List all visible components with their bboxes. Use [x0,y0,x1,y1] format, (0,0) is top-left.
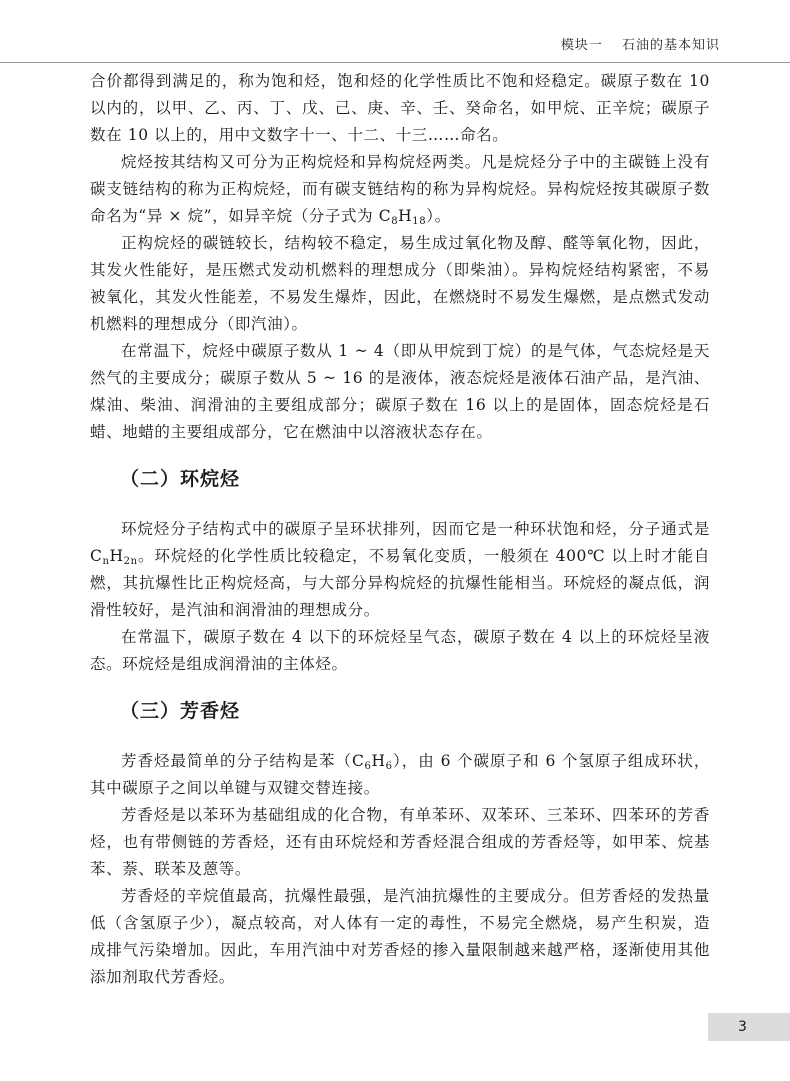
paragraph-benzene [90,748,710,802]
paragraph-alkane-states: 在常温下，烷烃中碳原子数从 1 ~ 4（即从甲烷到丁烷）的是气体，气态烷烃是天然气的主要成分；碳原子数从 5 ~ 16 的是液体，液态烷烃是液体石油产品，是汽油、煤油、柴油、润滑油的主要组成部分；碳原子数在 16 以上的是固体，固态烷烃是石蜡、地蜡的主要组成部分，它在燃油中以溶液状态存在。 [90,342,710,441]
subscript: 8 [391,216,399,227]
paragraph-alkane-combustion: 正构烷烃的碳链较长，结构较不稳定，易生成过氧化物及醇、醛等氧化物，因此，其发火性能好，是压燃式发动机燃料的理想成分（即柴油）。异构烷烃结构紧密，不易被氧化，其发火性能差，不易发生爆炸，因此，在燃烧时不易发生爆燃，是点燃式发动机燃料的理想成分（即汽油）。 [90,234,710,333]
paragraph-cycloalkane-structure [90,516,710,624]
text: 烷烃按其结构又可分为正构烷烃和异构烷烃两类。凡是烷烃分子中的主碳链上没有碳支链结构的称为正构烷烃，而有碳支链结构的称为异构烷烃。异构烷烃按其碳原子数命名为“异 × 烷”，如异辛烷（分子式为 C [90,153,710,225]
text: H [371,752,386,770]
paragraph-saturated-hydrocarbon: 合价都得到满足的，称为饱和烃，饱和烃的化学性质比不饱和烃稳定。碳原子数在 10 以内的，以甲、乙、丙、丁、戊、己、庚、辛、壬、癸命名，如甲烷、正辛烷；碳原子数在 10 以上的，用中文数字十一、十二、十三……命名。 [90,72,710,144]
text: H [398,207,413,225]
header-module: 模块一 [560,38,603,53]
text: 。环烷烃的化学性质比较稳定，不易氧化变质，一般须在 400℃ 以上时才能自燃，其抗爆性比正构烷烃高，与大部分异构烷烃的抗爆性能相当。环烷烃的凝点低，润滑性较好，是汽油和润滑油的理想成分。 [90,547,710,619]
header-title: 石油的基本知识 [621,38,720,53]
section-heading-cycloalkane: （二）环烷烃 [120,468,241,490]
page-body [90,68,710,991]
text: 环烷烃分子结构式中的碳原子呈环状排列，因而它是一种环状饱和烃，分子通式是 C [90,520,710,565]
page-number: 3 [708,1013,790,1041]
text: 芳香烃最简单的分子结构是苯（C [121,752,365,770]
text: ），由 6 个碳原子和 6 个氢原子组成环状，其中碳原子之间以单键与双键交替连接。 [90,752,710,797]
running-header [561,34,720,53]
text: H [109,547,124,565]
subscript: 6 [385,761,393,772]
paragraph-alkane-structure [90,149,710,230]
paragraph-cycloalkane-states: 在常温下，碳原子数在 4 以下的环烷烃呈气态，碳原子数在 4 以上的环烷烃呈液态。环烷烃是组成润滑油的主体烃。 [90,628,710,673]
subscript: n [102,556,110,567]
subscript: 2n [123,556,138,567]
subscript: 6 [364,761,372,772]
paragraph-aromatic-properties: 芳香烃的辛烷值最高，抗爆性最强，是汽油抗爆性的主要成分。但芳香烃的发热量低（含氢原子少），凝点较高，对人体有一定的毒性，不易完全燃烧，易产生积炭，造成排气污染增加。因此，车用汽油中对芳香烃的掺入量限制越来越严格，逐渐使用其他添加剂取代芳香烃。 [90,887,710,986]
text: ）。 [426,207,451,225]
header-divider [0,62,790,63]
section-heading-aromatic: （三）芳香烃 [120,700,241,722]
paragraph-aromatic-types: 芳香烃是以苯环为基础组成的化合物，有单苯环、双苯环、三苯环、四苯环的芳香烃，也有带侧链的芳香烃，还有由环烷烃和芳香烃混合组成的芳香烃等，如甲苯、烷基苯、萘、联苯及蒽等。 [90,806,710,878]
subscript: 18 [412,216,427,227]
